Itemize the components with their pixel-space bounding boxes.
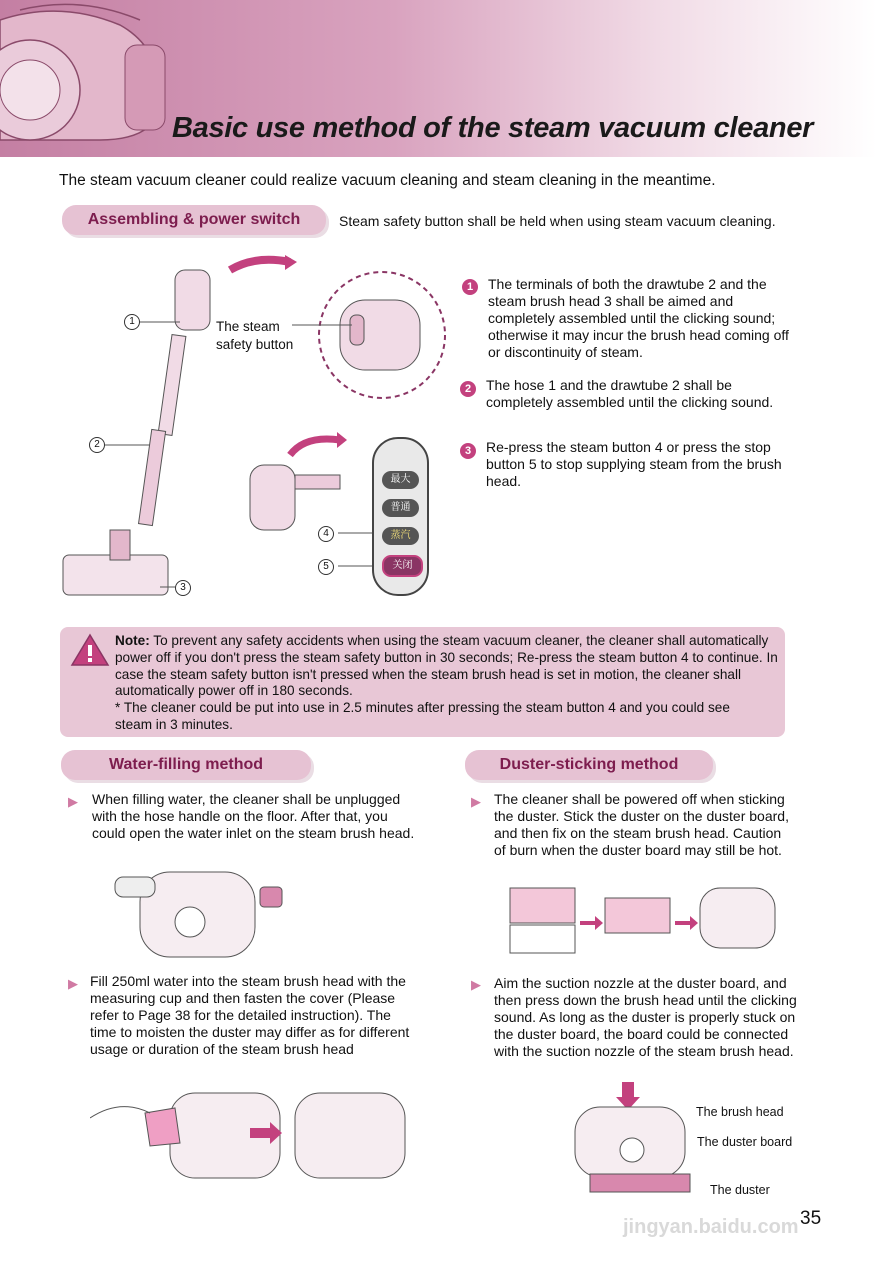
step-2-text: The hose 1 and the drawtube 2 shall be completely assembled until the clicking sound. [486, 377, 774, 410]
step-1-text: The terminals of both the drawtube 2 and the steam brush head 3 shall be aimed and completely assembled until the clicking sound; otherwise it may incur the brush head coming off or discontinuity of steam. [488, 276, 789, 360]
label-duster-board: The duster board [697, 1135, 793, 1149]
page-number: 35 [800, 1208, 822, 1229]
note-content [115, 633, 780, 700]
section-heading-duster: Duster-sticking method [465, 750, 713, 780]
bullet-icon: ▶ [471, 794, 481, 809]
callout-2: 2 [89, 437, 105, 453]
callout-5: 5 [318, 559, 334, 575]
note-text: To prevent any safety accidents when using the steam vacuum cleaner, the cleaner shall automatically power off if you don't press the steam safety button in 30 seconds; Re-press the steam button 4 to continue. In case the steam safety button isn't pressed when the steam brush head is set in motion, the cleaner shall automatically power off in 180 seconds. [115, 633, 778, 699]
vacuum-body-illustration [0, 0, 180, 150]
brush-head-duster-illustration [560, 1082, 700, 1197]
note-label: Note: [115, 633, 150, 648]
callout-4: 4 [318, 526, 334, 542]
step-1-badge: 1 [462, 277, 478, 295]
step-3-text: Re-press the steam button 4 or press the stop button 5 to stop supplying steam from the brush head. [486, 439, 782, 489]
duster-item-2: Aim the suction nozzle at the duster board, and then press down the brush head until the clicking sound. As long as the duster is properly stuck on the duster board, the board could be connected with the suction nozzle of the steam brush head. [494, 975, 797, 1059]
step-3-badge: 3 [460, 441, 476, 459]
note-box [60, 627, 785, 737]
water-item-2: Fill 250ml water into the steam brush head with the measuring cup and then fasten the cover (Please refer to Page 38 for the detailed instruction). The time to moisten the duster may differ as for different usage or duration of the steam brush head [90, 973, 410, 1057]
panel-button-off: 关闭 [382, 555, 423, 577]
safety-button-label: The steam safety button [216, 319, 294, 352]
duster-item-1: The cleaner shall be powered off when sticking the duster. Stick the duster on the duster board, and then fix on the steam brush head. Caution of burn when the duster board may still be hot. [494, 791, 789, 858]
water-item-1: When filling water, the cleaner shall be unplugged with the hose handle on the floor. After that, you could open the water inlet on the steam brush head. [92, 791, 415, 841]
label-duster: The duster [710, 1183, 770, 1197]
step-2-badge: 2 [460, 379, 476, 397]
intro-text: The steam vacuum cleaner could realize vacuum cleaning and steam cleaning in the meantime. [59, 172, 716, 189]
control-panel [372, 437, 429, 596]
section-heading-assembling: Assembling & power switch [62, 205, 326, 235]
section-heading-water: Water-filling method [61, 750, 311, 780]
bullet-icon: ▶ [68, 976, 78, 991]
bullet-icon: ▶ [471, 977, 481, 992]
label-brush-head: The brush head [696, 1105, 784, 1119]
callout-1: 1 [124, 314, 140, 330]
measuring-cup-illustration [90, 1088, 410, 1183]
water-inlet-illustration [110, 862, 310, 962]
panel-button-normal: 普通 [382, 499, 419, 517]
callout-3: 3 [175, 580, 191, 596]
page-title: Basic use method of the steam vacuum cleaner [172, 112, 814, 144]
panel-button-max: 最大 [382, 471, 419, 489]
panel-button-steam: 蒸汽 [382, 527, 419, 545]
duster-board-illustration [505, 883, 790, 958]
watermark: jingyan.baidu.com [623, 1216, 799, 1238]
safety-note: Steam safety button shall be held when using steam vacuum cleaning. [339, 213, 776, 229]
bullet-icon: ▶ [68, 794, 78, 809]
note-footnote: * The cleaner could be put into use in 2.5 minutes after pressing the steam button 4 and you could see steam in 3 minutes. [115, 700, 730, 732]
warning-icon [70, 633, 110, 667]
